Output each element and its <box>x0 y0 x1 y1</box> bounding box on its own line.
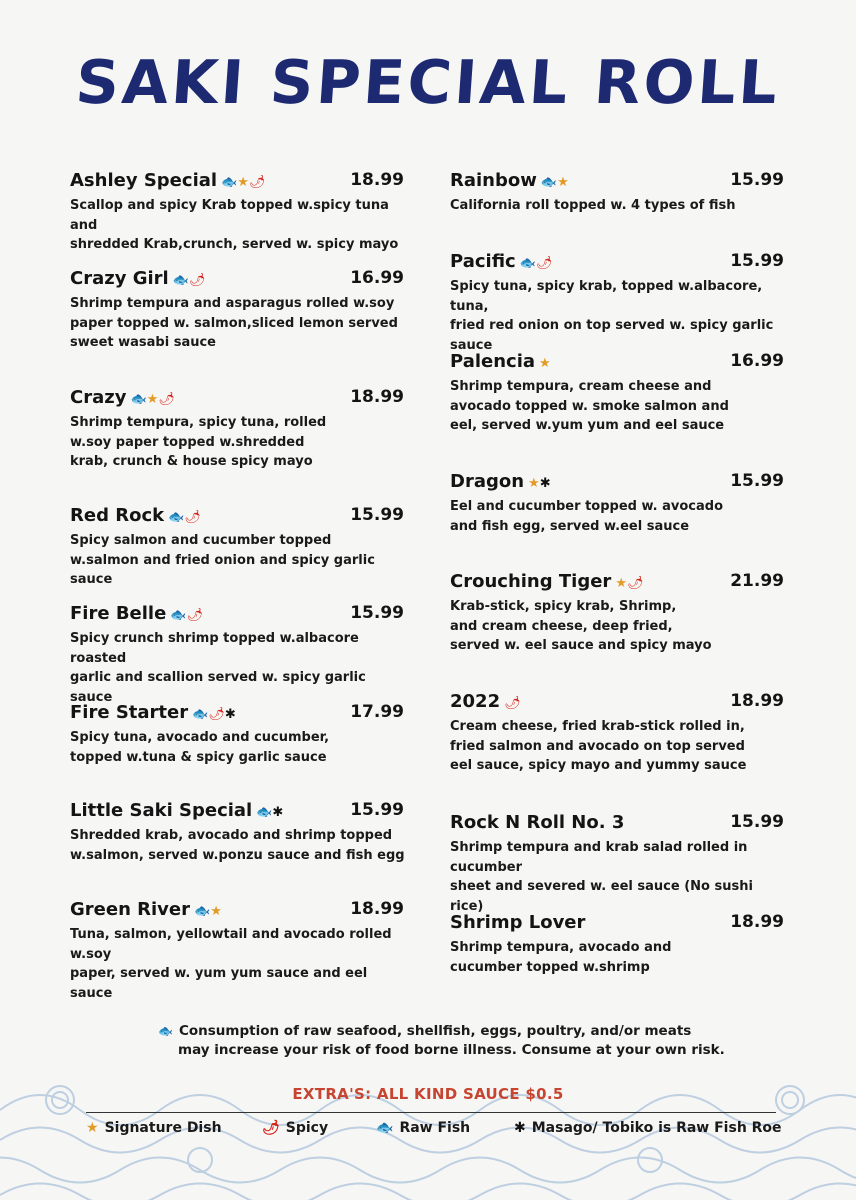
raw-food-disclaimer <box>158 1022 758 1060</box>
description-line: paper topped w. salmon,sliced lemon served <box>70 315 398 331</box>
description-line: sweet wasabi sauce <box>70 335 216 350</box>
menu-item <box>450 912 790 977</box>
star-icon: ★ <box>237 175 249 190</box>
menu-item-name: Red Rock <box>70 505 165 526</box>
menu-item-header <box>70 387 410 411</box>
menu-item-header <box>70 170 410 194</box>
description-line: California roll topped w. 4 types of fish <box>450 198 736 213</box>
menu-item-price: 18.99 <box>350 899 404 919</box>
chili-pepper-icon: 🌶 <box>504 696 521 711</box>
legend-spicy: 🌶 Spicy <box>262 1120 329 1136</box>
description-line: Eel and cucumber topped w. avocado <box>450 499 724 514</box>
description-line: shredded Krab,crunch, served w. spicy mayo <box>70 237 399 252</box>
page-title: SAKI SPECIAL ROLL <box>73 48 783 118</box>
menu-item <box>450 691 790 776</box>
menu-item-header <box>450 812 790 836</box>
star-icon: ★ <box>146 392 159 407</box>
menu-item-header <box>450 691 790 715</box>
description-line: Krab-stick, spicy krab, Shrimp, <box>450 599 677 614</box>
menu-item-name: Little Saki Special <box>70 800 253 821</box>
chili-pepper-icon: 🌶 <box>248 175 266 190</box>
description-line: krab, crunch & house spicy mayo <box>70 454 313 469</box>
menu-item-description <box>450 196 790 216</box>
description-line: w.soy paper topped w.shredded <box>70 434 305 450</box>
description-line: and cream cheese, deep fried, <box>450 618 673 634</box>
menu-item-header <box>450 170 790 194</box>
fish-icon: 🐟 <box>170 608 187 623</box>
menu-item-price: 15.99 <box>730 812 784 832</box>
fish-icon: 🐟 <box>130 392 147 407</box>
menu-item-header <box>70 268 410 292</box>
star-icon: ★ <box>615 576 627 591</box>
menu-item <box>450 471 790 536</box>
menu-item-name: Dragon <box>450 471 525 492</box>
chili-pepper-icon: 🌶 <box>626 576 644 591</box>
menu-item-description <box>70 728 410 767</box>
menu-item-icons <box>256 805 283 820</box>
menu-item-description <box>450 938 790 977</box>
fish-icon: 🐟 <box>256 805 273 820</box>
description-line: garlic and scallion served w. spicy garlic sauce <box>70 670 366 705</box>
star-icon: ★ <box>86 1120 99 1136</box>
description-line: fried salmon and avocado on top served <box>450 738 745 754</box>
menu-item-name: Crazy Girl <box>70 268 169 289</box>
menu-item-header <box>70 899 410 923</box>
description-line: Shredded krab, avocado and shrimp topped <box>70 828 393 843</box>
menu-item-icons <box>539 356 551 371</box>
menu-item-price: 16.99 <box>350 268 404 288</box>
asterisk-icon: ✱ <box>539 476 551 491</box>
menu-item-icons <box>615 576 643 591</box>
chili-pepper-icon: 🌶 <box>184 510 201 525</box>
menu-item-icons <box>221 175 265 190</box>
menu-item-header <box>70 800 410 824</box>
asterisk-icon: ✱ <box>514 1120 526 1136</box>
menu-item-price: 18.99 <box>730 691 784 711</box>
menu-item-header <box>70 702 410 726</box>
fish-icon: 🐟 <box>158 1024 173 1038</box>
menu-item-description <box>450 838 790 916</box>
extras-note: EXTRA'S: ALL KIND SAUCE $0.5 <box>292 1085 564 1103</box>
description-line: Scallop and spicy Krab topped w.spicy tuna and <box>70 198 389 233</box>
menu-item-name: Crazy <box>70 387 127 408</box>
menu-item-description <box>70 531 410 590</box>
menu-item-name: Palencia <box>450 351 536 372</box>
menu-item <box>450 251 790 355</box>
chili-pepper-icon: 🌶 <box>535 256 553 271</box>
menu-item-name: 2022 <box>450 691 501 712</box>
menu-item-icons <box>192 707 236 722</box>
chili-pepper-icon: 🌶 <box>158 392 175 407</box>
menu-item-header <box>450 571 790 595</box>
menu-item-description <box>450 497 790 536</box>
description-line: w.salmon, served w.ponzu sauce and fish egg <box>70 847 405 863</box>
menu-item-description <box>450 277 790 355</box>
menu-item-description <box>70 925 410 1003</box>
description-line: Shrimp tempura and krab salad rolled in cucumber <box>450 840 748 875</box>
fish-icon: 🐟 <box>376 1120 394 1136</box>
menu-item-header <box>70 603 410 627</box>
description-line: sheet and severed w. eel sauce (No sushi rice) <box>450 879 753 914</box>
description-line: Tuna, salmon, yellowtail and avocado rolled w.soy <box>70 927 392 962</box>
menu-item-description <box>70 294 410 353</box>
menu-item-price: 15.99 <box>730 251 784 271</box>
menu-item <box>70 170 410 255</box>
menu-item-name: Shrimp Lover <box>450 912 586 933</box>
chili-pepper-icon: 🌶 <box>188 273 206 288</box>
menu-item-icons <box>541 175 569 190</box>
star-icon: ★ <box>557 175 569 190</box>
fish-icon: 🐟 <box>519 256 536 271</box>
menu-item-icons <box>194 904 222 919</box>
chili-pepper-icon: 🌶 <box>208 707 225 722</box>
menu-item-header <box>450 471 790 495</box>
menu-item-description <box>70 826 410 865</box>
legend-raw-fish: 🐟 Raw Fish <box>376 1120 471 1136</box>
menu-item-price: 15.99 <box>350 603 404 623</box>
fish-icon: 🐟 <box>168 510 185 525</box>
menu-item-price: 21.99 <box>730 571 784 591</box>
menu-item-price: 16.99 <box>730 351 784 371</box>
menu-item-price: 18.99 <box>730 912 784 932</box>
menu-item-name: Crouching Tiger <box>450 571 612 592</box>
chili-pepper-icon: 🌶 <box>262 1120 280 1136</box>
menu-item-description <box>450 717 790 776</box>
menu-item-header <box>450 912 790 936</box>
star-icon: ★ <box>210 904 222 919</box>
menu-item-price: 15.99 <box>350 800 404 820</box>
description-line: cucumber topped w.shrimp <box>450 959 650 975</box>
fish-icon: 🐟 <box>540 175 558 190</box>
star-icon: ★ <box>528 476 540 491</box>
menu-item-price: 15.99 <box>730 471 784 491</box>
menu-item-description <box>450 377 790 436</box>
menu-item <box>70 899 410 1003</box>
description-line: fried red onion on top served w. spicy garlic sauce <box>450 318 774 353</box>
description-line: and fish egg, served w.eel sauce <box>450 518 690 534</box>
menu-item-price: 17.99 <box>350 702 404 722</box>
fish-icon: 🐟 <box>194 904 211 919</box>
menu-item-icons <box>520 256 553 271</box>
menu-item <box>70 603 410 707</box>
menu-item-name: Rock N Roll No. 3 <box>450 812 625 833</box>
menu-item-name: Ashley Special <box>70 170 218 191</box>
description-line: topped w.tuna & spicy garlic sauce <box>70 749 327 765</box>
menu-item-name: Pacific <box>450 251 516 272</box>
description-line: w.salmon and fried onion and spicy garlic sauce <box>70 552 375 587</box>
fish-icon: 🐟 <box>172 273 189 288</box>
menu-item-header <box>70 505 410 529</box>
menu-item-price: 15.99 <box>730 170 784 190</box>
menu-item <box>70 387 410 472</box>
menu-item-icons <box>130 392 174 407</box>
star-icon: ★ <box>539 356 551 371</box>
menu-item-header <box>450 251 790 275</box>
menu-item <box>450 812 790 916</box>
description-line: eel, served w.yum yum and eel sauce <box>450 418 725 433</box>
legend-signature: ★ Signature Dish <box>86 1120 222 1136</box>
description-line: Spicy crunch shrimp topped w.albacore roasted <box>70 631 359 666</box>
menu-item-price: 18.99 <box>350 387 404 407</box>
menu-item-name: Fire Belle <box>70 603 167 624</box>
menu-item <box>70 800 410 865</box>
menu-item-price: 15.99 <box>350 505 404 525</box>
menu-item-description <box>70 629 410 707</box>
disclaimer-line-1: Consumption of raw seafood, shellfish, eggs, poultry, and/or meats <box>178 1023 692 1039</box>
menu-item-icons <box>170 608 203 623</box>
description-line: Shrimp tempura, avocado and <box>450 940 672 955</box>
menu-item-description <box>70 413 410 472</box>
description-line: avocado topped w. smoke salmon and <box>450 398 729 414</box>
description-line: Spicy salmon and cucumber topped <box>70 533 332 548</box>
menu-item-icons <box>168 510 201 525</box>
menu-item-name: Green River <box>70 899 190 920</box>
description-line: Shrimp tempura and asparagus rolled w.soy <box>70 296 395 311</box>
menu-item <box>70 505 410 590</box>
menu-item <box>450 351 790 436</box>
description-line: Cream cheese, fried krab-stick rolled in, <box>450 719 745 734</box>
icon-legend <box>86 1120 786 1142</box>
menu-item-icons <box>504 696 521 711</box>
legend-divider <box>86 1112 776 1113</box>
menu-item-price: 18.99 <box>350 170 404 190</box>
menu-item-name: Fire Starter <box>70 702 189 723</box>
menu-item-icons <box>173 273 206 288</box>
description-line: served w. eel sauce and spicy mayo <box>450 638 712 653</box>
description-line: Shrimp tempura, cream cheese and <box>450 379 712 394</box>
menu-item-description <box>70 196 410 255</box>
description-line: eel sauce, spicy mayo and yummy sauce <box>450 758 747 773</box>
legend-masago: ✱ Masago/ Tobiko is Raw Fish Roe <box>514 1120 782 1136</box>
menu-item-header <box>450 351 790 375</box>
menu-item-name: Rainbow <box>450 170 537 191</box>
menu-item <box>450 571 790 656</box>
menu-item <box>70 268 410 353</box>
description-line: Spicy tuna, spicy krab, topped w.albacore, tuna, <box>450 279 763 314</box>
asterisk-icon: ✱ <box>272 805 284 820</box>
description-line: paper, served w. yum yum sauce and eel sauce <box>70 966 368 1001</box>
menu-item-icons <box>528 476 551 491</box>
description-line: Shrimp tempura, spicy tuna, rolled <box>70 415 327 430</box>
description-line: Spicy tuna, avocado and cucumber, <box>70 730 330 745</box>
fish-icon: 🐟 <box>221 175 238 190</box>
chili-pepper-icon: 🌶 <box>186 608 203 623</box>
disclaimer-line-2: may increase your risk of food borne illness. Consume at your own risk. <box>178 1042 725 1058</box>
fish-icon: 🐟 <box>192 707 209 722</box>
menu-item <box>450 170 790 216</box>
menu-item-description <box>450 597 790 656</box>
menu-item <box>70 702 410 767</box>
asterisk-icon: ✱ <box>224 707 236 722</box>
